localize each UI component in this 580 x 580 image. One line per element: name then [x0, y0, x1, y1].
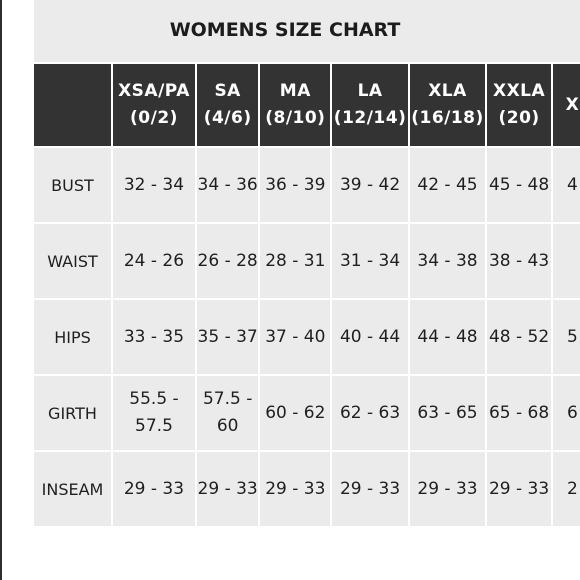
cell-hips-sa-4-6: 35 - 37	[197, 300, 258, 374]
header-size-x: X	[553, 64, 580, 146]
cell-waist-xxla-20: 38 - 43	[487, 224, 551, 298]
cell-inseam-sa-4-6: 29 - 33	[197, 452, 258, 526]
header-size-sa-4-6: SA (4/6)	[197, 64, 258, 146]
cell-hips-la-12-14: 40 - 44	[332, 300, 407, 374]
size-chart	[34, 0, 580, 538]
left-border-line	[0, 0, 2, 580]
cell-inseam-xla-16-18: 29 - 33	[410, 452, 485, 526]
cell-hips-xsa-pa-0-2: 33 - 35	[113, 300, 195, 374]
header-size-ma-8-10: MA (8/10)	[260, 64, 330, 146]
header-size-la-12-14: LA (12/14)	[332, 64, 407, 146]
cell-hips-ma-8-10: 37 - 40	[260, 300, 330, 374]
title-bar	[34, 0, 580, 62]
cell-inseam-xxla-20: 29 - 33	[487, 452, 551, 526]
cell-waist-sa-4-6: 26 - 28	[197, 224, 258, 298]
header-corner-cell	[34, 64, 111, 146]
cell-hips-xla-16-18: 44 - 48	[410, 300, 485, 374]
table-row-bust	[34, 148, 580, 222]
cell-bust-ma-8-10: 36 - 39	[260, 148, 330, 222]
cell-waist-xla-16-18: 34 - 38	[410, 224, 485, 298]
header-size-xxla-20: XXLA (20)	[487, 64, 551, 146]
row-label-waist: WAIST	[34, 224, 111, 298]
cell-bust-xsa-pa-0-2: 32 - 34	[113, 148, 195, 222]
cell-hips-x: 5	[553, 300, 580, 374]
cell-inseam-la-12-14: 29 - 33	[332, 452, 407, 526]
row-label-girth: GIRTH	[34, 376, 111, 450]
cell-bust-xla-16-18: 42 - 45	[410, 148, 485, 222]
cell-inseam-ma-8-10: 29 - 33	[260, 452, 330, 526]
row-label-hips: HIPS	[34, 300, 111, 374]
header-size-xsa-pa-0-2: XSA/PA (0/2)	[113, 64, 195, 146]
cell-waist-ma-8-10: 28 - 31	[260, 224, 330, 298]
header-size-xla-16-18: XLA (16/18)	[410, 64, 485, 146]
cell-bust-x: 4	[553, 148, 580, 222]
cell-girth-xxla-20: 65 - 68	[487, 376, 551, 450]
cell-bust-sa-4-6: 34 - 36	[197, 148, 258, 222]
table-row-waist	[34, 224, 580, 298]
table-body	[34, 148, 580, 526]
size-table	[34, 62, 580, 528]
header-row	[34, 64, 580, 146]
row-label-inseam: INSEAM	[34, 452, 111, 526]
row-label-bust: BUST	[34, 148, 111, 222]
cell-bust-xxla-20: 45 - 48	[487, 148, 551, 222]
cell-bust-la-12-14: 39 - 42	[332, 148, 407, 222]
table-row-hips	[34, 300, 580, 374]
cell-waist-x	[553, 224, 580, 298]
cell-waist-xsa-pa-0-2: 24 - 26	[113, 224, 195, 298]
cell-girth-la-12-14: 62 - 63	[332, 376, 407, 450]
cell-girth-ma-8-10: 60 - 62	[260, 376, 330, 450]
cell-girth-x: 6	[553, 376, 580, 450]
cell-hips-xxla-20: 48 - 52	[487, 300, 551, 374]
chart-title: WOMENS SIZE CHART	[169, 19, 401, 41]
cell-girth-xla-16-18: 63 - 65	[410, 376, 485, 450]
cell-waist-la-12-14: 31 - 34	[332, 224, 407, 298]
cell-girth-xsa-pa-0-2: 55.5 - 57.5	[113, 376, 195, 450]
cell-girth-sa-4-6: 57.5 - 60	[197, 376, 258, 450]
cell-inseam-x: 2	[553, 452, 580, 526]
cell-inseam-xsa-pa-0-2: 29 - 33	[113, 452, 195, 526]
table-row-girth	[34, 376, 580, 450]
table-row-inseam	[34, 452, 580, 526]
